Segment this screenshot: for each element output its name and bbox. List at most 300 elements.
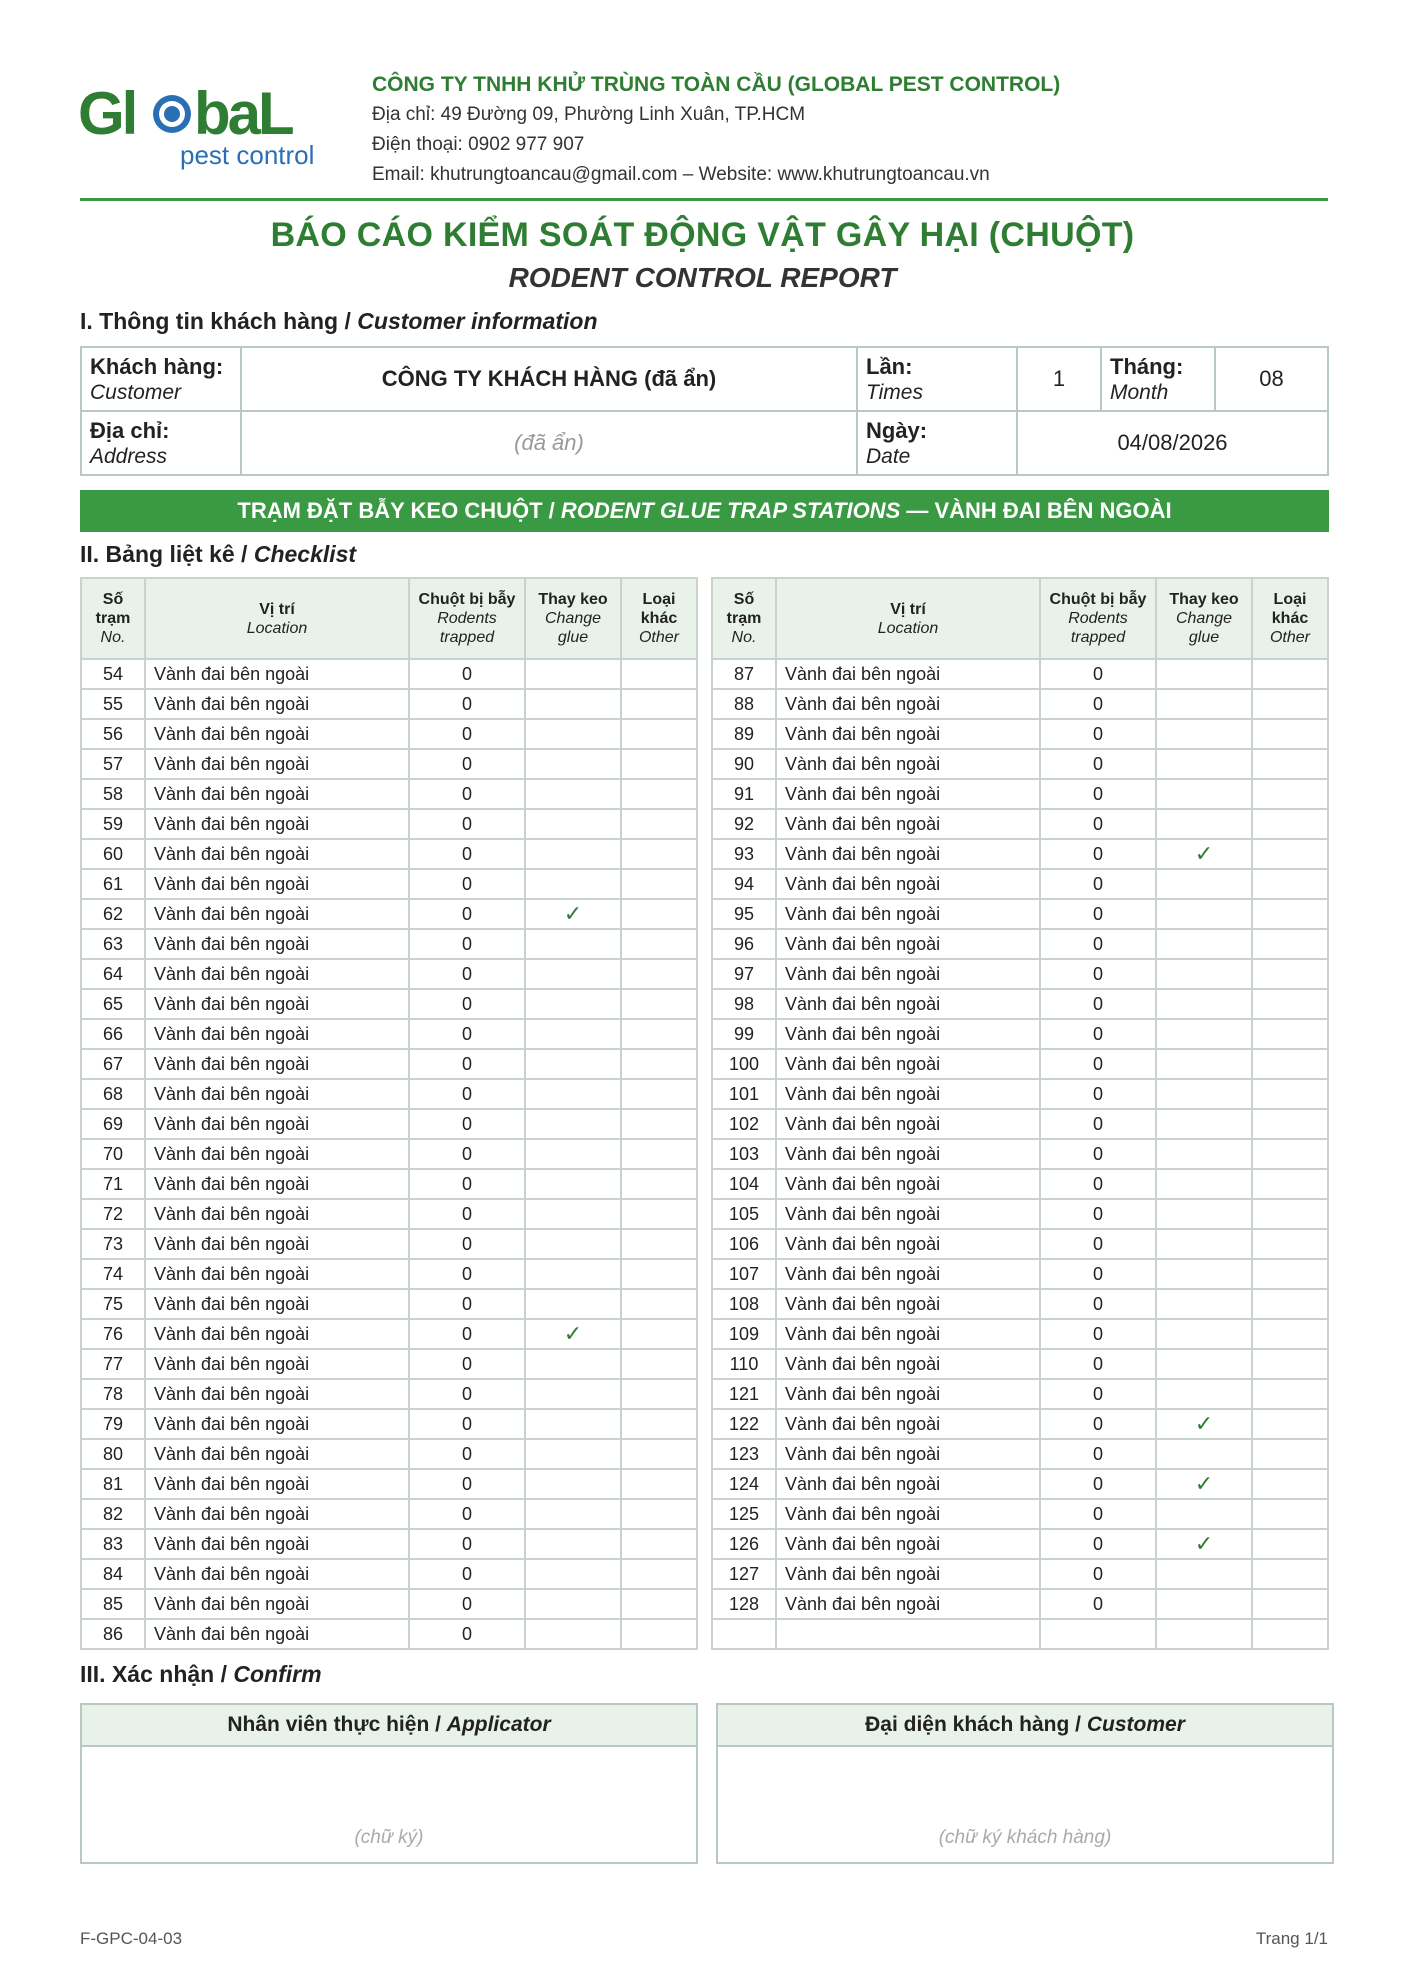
other-cell (1252, 689, 1328, 719)
change-glue-cell (525, 1379, 621, 1409)
customer-signature-box[interactable] (716, 1703, 1334, 1864)
other-cell (621, 779, 697, 809)
location-cell: Vành đai bên ngoài (776, 1199, 1040, 1229)
change-glue-cell (1156, 989, 1252, 1019)
other-cell (1252, 989, 1328, 1019)
station-number-cell: 54 (81, 659, 145, 689)
checklist-table-right (711, 577, 1329, 1650)
station-number-cell: 103 (712, 1139, 776, 1169)
change-glue-cell (525, 1469, 621, 1499)
change-glue-cell (1156, 1319, 1252, 1349)
location-cell: Vành đai bên ngoài (776, 1529, 1040, 1559)
station-number-cell: 64 (81, 959, 145, 989)
change-glue-cell (525, 1409, 621, 1439)
rodents-trapped-cell: 0 (409, 689, 525, 719)
location-cell: Vành đai bên ngoài (776, 1019, 1040, 1049)
report-subtitle: RODENT CONTROL REPORT (508, 262, 897, 293)
other-cell (1252, 1259, 1328, 1289)
other-cell (1252, 1199, 1328, 1229)
rodents-trapped-cell: 0 (409, 899, 525, 929)
company-email-website: Email: khutrungtoancau@gmail.com – Website: www.khutrungtoancau.vn (372, 164, 990, 185)
customer-info-table (80, 346, 1329, 476)
table-row (712, 1109, 1328, 1139)
other-cell (621, 839, 697, 869)
table-row (712, 899, 1328, 929)
other-cell (621, 1139, 697, 1169)
table-row (81, 1289, 697, 1319)
change-glue-cell (1156, 1169, 1252, 1199)
location-cell: Vành đai bên ngoài (776, 1499, 1040, 1529)
other-cell (621, 1619, 697, 1649)
change-glue-cell (525, 1139, 621, 1169)
location-cell: Vành đai bên ngoài (145, 1439, 409, 1469)
location-cell: Vành đai bên ngoài (145, 1049, 409, 1079)
col-location: Vị trí Location (776, 578, 1040, 659)
location-cell: Vành đai bên ngoài (145, 779, 409, 809)
station-number-cell: 104 (712, 1169, 776, 1199)
change-glue-cell (1156, 1109, 1252, 1139)
location-cell: Vành đai bên ngoài (145, 869, 409, 899)
company-phone: Điện thoại: 0902 977 907 (372, 134, 585, 155)
table-row (712, 779, 1328, 809)
other-cell (1252, 1619, 1328, 1649)
station-number-cell: 55 (81, 689, 145, 719)
station-number-cell: 81 (81, 1469, 145, 1499)
address-label: Địa chỉ: Address (81, 411, 241, 475)
station-number-cell: 108 (712, 1289, 776, 1319)
location-cell: Vành đai bên ngoài (145, 1229, 409, 1259)
applicator-heading: Nhân viên thực hiện / Applicator (82, 1705, 696, 1747)
other-cell (1252, 1349, 1328, 1379)
station-number-cell: 67 (81, 1049, 145, 1079)
location-cell: Vành đai bên ngoài (776, 1349, 1040, 1379)
station-number-cell: 100 (712, 1049, 776, 1079)
change-glue-cell (525, 1259, 621, 1289)
change-glue-cell (525, 839, 621, 869)
other-cell (1252, 1049, 1328, 1079)
table-row (712, 1559, 1328, 1589)
rodents-trapped-cell: 0 (1040, 1199, 1156, 1229)
other-cell (621, 1469, 697, 1499)
station-number-cell: 126 (712, 1529, 776, 1559)
table-row (81, 779, 697, 809)
rodents-trapped-cell: 0 (1040, 839, 1156, 869)
location-cell: Vành đai bên ngoài (776, 779, 1040, 809)
other-cell (621, 659, 697, 689)
change-glue-cell (525, 1529, 621, 1559)
change-glue-cell (1156, 1229, 1252, 1259)
table-row (712, 659, 1328, 689)
rodents-trapped-cell: 0 (1040, 1079, 1156, 1109)
station-number-cell: 66 (81, 1019, 145, 1049)
station-number-cell: 75 (81, 1289, 145, 1319)
change-glue-cell (1156, 1439, 1252, 1469)
other-cell (1252, 1139, 1328, 1169)
other-cell (1252, 839, 1328, 869)
location-cell: Vành đai bên ngoài (776, 1439, 1040, 1469)
location-cell: Vành đai bên ngoài (145, 659, 409, 689)
location-cell (776, 1619, 1040, 1649)
other-cell (621, 809, 697, 839)
other-cell (621, 929, 697, 959)
table-row (712, 989, 1328, 1019)
location-cell: Vành đai bên ngoài (776, 1109, 1040, 1139)
col-station-no: Số trạm No. (712, 578, 776, 659)
station-number-cell: 73 (81, 1229, 145, 1259)
change-glue-cell (525, 689, 621, 719)
change-glue-cell (525, 719, 621, 749)
table-row (712, 1409, 1328, 1439)
other-cell (621, 1199, 697, 1229)
trap-stations-banner: TRẠM ĐẶT BẪY KEO CHUỘT / RODENT GLUE TRAP STATIONS — VÀNH ĐAI BÊN NGOÀI (80, 490, 1329, 532)
rodents-trapped-cell: 0 (1040, 719, 1156, 749)
location-cell: Vành đai bên ngoài (145, 1409, 409, 1439)
location-cell: Vành đai bên ngoài (776, 809, 1040, 839)
table-row (712, 959, 1328, 989)
station-number-cell: 78 (81, 1379, 145, 1409)
change-glue-cell (525, 1289, 621, 1319)
change-glue-cell (525, 929, 621, 959)
rodents-trapped-cell: 0 (1040, 1019, 1156, 1049)
location-cell: Vành đai bên ngoài (145, 899, 409, 929)
other-cell (621, 1439, 697, 1469)
change-glue-cell (1156, 1259, 1252, 1289)
rodents-trapped-cell: 0 (409, 1319, 525, 1349)
other-cell (1252, 659, 1328, 689)
location-cell: Vành đai bên ngoài (145, 1589, 409, 1619)
change-glue-cell (1156, 809, 1252, 839)
date-label: Ngày: Date (857, 411, 1017, 475)
location-cell: Vành đai bên ngoài (776, 839, 1040, 869)
other-cell (1252, 959, 1328, 989)
other-cell (1252, 899, 1328, 929)
rodents-trapped-cell: 0 (409, 1079, 525, 1109)
station-number-cell: 58 (81, 779, 145, 809)
header-divider (80, 198, 1328, 201)
company-logo (78, 82, 350, 174)
rodents-trapped-cell: 0 (409, 809, 525, 839)
station-number-cell: 106 (712, 1229, 776, 1259)
other-cell (1252, 869, 1328, 899)
station-number-cell: 125 (712, 1499, 776, 1529)
rodents-trapped-cell: 0 (1040, 809, 1156, 839)
station-number-cell: 110 (712, 1349, 776, 1379)
change-glue-cell (1156, 929, 1252, 959)
change-glue-cell: ✓ (1156, 1469, 1252, 1499)
location-cell: Vành đai bên ngoài (776, 869, 1040, 899)
table-row (81, 1379, 697, 1409)
location-cell: Vành đai bên ngoài (145, 929, 409, 959)
times-label: Lần: Times (857, 347, 1017, 411)
location-cell: Vành đai bên ngoài (776, 1079, 1040, 1109)
other-cell (621, 1259, 697, 1289)
station-number-cell: 128 (712, 1589, 776, 1619)
location-cell: Vành đai bên ngoài (145, 1259, 409, 1289)
rodents-trapped-cell: 0 (409, 1409, 525, 1439)
company-name: CÔNG TY TNHH KHỬ TRÙNG TOÀN CẦU (GLOBAL PEST CONTROL) (372, 73, 1061, 96)
rodents-trapped-cell: 0 (409, 1469, 525, 1499)
other-cell (621, 869, 697, 899)
other-cell (1252, 1559, 1328, 1589)
location-cell: Vành đai bên ngoài (145, 1349, 409, 1379)
other-cell (621, 1109, 697, 1139)
station-number-cell: 124 (712, 1469, 776, 1499)
location-cell: Vành đai bên ngoài (145, 719, 409, 749)
other-cell (621, 1559, 697, 1589)
rodents-trapped-cell: 0 (409, 719, 525, 749)
other-cell (1252, 1409, 1328, 1439)
other-cell (1252, 1499, 1328, 1529)
rodents-trapped-cell: 0 (409, 1499, 525, 1529)
rodents-trapped-cell: 0 (1040, 899, 1156, 929)
station-number-cell: 57 (81, 749, 145, 779)
other-cell (1252, 1169, 1328, 1199)
location-cell: Vành đai bên ngoài (145, 689, 409, 719)
table-row (712, 1289, 1328, 1319)
svg-text:Gl: Gl (78, 82, 136, 147)
rodents-trapped-cell: 0 (1040, 1319, 1156, 1349)
rodents-trapped-cell: 0 (409, 869, 525, 899)
other-cell (621, 899, 697, 929)
location-cell: Vành đai bên ngoài (776, 719, 1040, 749)
rodents-trapped-cell: 0 (1040, 689, 1156, 719)
svg-text:baL: baL (194, 82, 292, 147)
rodents-trapped-cell: 0 (1040, 1139, 1156, 1169)
table-row (81, 959, 697, 989)
rodents-trapped-cell: 0 (409, 1259, 525, 1289)
station-number-cell: 59 (81, 809, 145, 839)
rodents-trapped-cell: 0 (409, 1049, 525, 1079)
table-row (81, 1199, 697, 1229)
location-cell: Vành đai bên ngoài (145, 959, 409, 989)
other-cell (621, 1229, 697, 1259)
table-row (81, 1499, 697, 1529)
location-cell: Vành đai bên ngoài (145, 1079, 409, 1109)
rodents-trapped-cell: 0 (409, 1439, 525, 1469)
table-row (81, 1409, 697, 1439)
other-cell (1252, 1289, 1328, 1319)
station-number-cell: 56 (81, 719, 145, 749)
change-glue-cell (1156, 1499, 1252, 1529)
table-row (81, 1349, 697, 1379)
change-glue-cell (525, 989, 621, 1019)
location-cell: Vành đai bên ngoài (776, 1049, 1040, 1079)
customer-name-value: CÔNG TY KHÁCH HÀNG (đã ẩn) (241, 347, 857, 411)
change-glue-cell (525, 1439, 621, 1469)
col-rodents-trapped: Chuột bị bẫy Rodents trapped (409, 578, 525, 659)
station-number-cell: 82 (81, 1499, 145, 1529)
change-glue-cell (1156, 1379, 1252, 1409)
rodents-trapped-cell: 0 (1040, 989, 1156, 1019)
location-cell: Vành đai bên ngoài (145, 1199, 409, 1229)
station-number-cell: 85 (81, 1589, 145, 1619)
table-row (81, 1619, 697, 1649)
rodents-trapped-cell: 0 (1040, 1259, 1156, 1289)
change-glue-cell (1156, 1049, 1252, 1079)
other-cell (621, 719, 697, 749)
other-cell (621, 1289, 697, 1319)
table-row (81, 689, 697, 719)
change-glue-cell (1156, 689, 1252, 719)
rodents-trapped-cell: 0 (1040, 1559, 1156, 1589)
other-cell (621, 959, 697, 989)
other-cell (621, 749, 697, 779)
other-cell (1252, 779, 1328, 809)
table-row (81, 1559, 697, 1589)
table-row (712, 1079, 1328, 1109)
table-row (712, 1439, 1328, 1469)
change-glue-cell (1156, 899, 1252, 929)
change-glue-cell: ✓ (525, 899, 621, 929)
table-row (712, 809, 1328, 839)
table-row (81, 929, 697, 959)
station-number-cell: 105 (712, 1199, 776, 1229)
other-cell (1252, 1109, 1328, 1139)
rodents-trapped-cell: 0 (1040, 1439, 1156, 1469)
change-glue-cell (525, 1229, 621, 1259)
location-cell: Vành đai bên ngoài (145, 1319, 409, 1349)
change-glue-cell (1156, 659, 1252, 689)
other-cell (1252, 1319, 1328, 1349)
rodents-trapped-cell: 0 (1040, 959, 1156, 989)
change-glue-cell (1156, 749, 1252, 779)
station-number-cell: 107 (712, 1259, 776, 1289)
other-cell (621, 1529, 697, 1559)
other-cell (1252, 1469, 1328, 1499)
other-cell (1252, 809, 1328, 839)
location-cell: Vành đai bên ngoài (776, 929, 1040, 959)
rodents-trapped-cell: 0 (1040, 1529, 1156, 1559)
other-cell (1252, 929, 1328, 959)
location-cell: Vành đai bên ngoài (776, 1229, 1040, 1259)
table-row (712, 1499, 1328, 1529)
table-row (81, 1259, 697, 1289)
table-row (712, 839, 1328, 869)
other-cell (621, 1589, 697, 1619)
col-station-no: Số trạm No. (81, 578, 145, 659)
rodents-trapped-cell: 0 (409, 929, 525, 959)
rodents-trapped-cell: 0 (409, 959, 525, 989)
change-glue-cell (525, 1049, 621, 1079)
change-glue-cell (1156, 1349, 1252, 1379)
table-row (81, 1469, 697, 1499)
location-cell: Vành đai bên ngoài (145, 809, 409, 839)
station-number-cell: 62 (81, 899, 145, 929)
table-row (712, 1379, 1328, 1409)
col-change-glue: Thay keo Change glue (1156, 578, 1252, 659)
col-change-glue: Thay keo Change glue (525, 578, 621, 659)
table-row (81, 1109, 697, 1139)
change-glue-cell (525, 959, 621, 989)
station-number-cell: 83 (81, 1529, 145, 1559)
station-number-cell: 61 (81, 869, 145, 899)
change-glue-cell (525, 1559, 621, 1589)
station-number-cell: 109 (712, 1319, 776, 1349)
col-rodents-trapped: Chuột bị bẫy Rodents trapped (1040, 578, 1156, 659)
station-number-cell: 92 (712, 809, 776, 839)
change-glue-cell (1156, 1139, 1252, 1169)
station-number-cell: 86 (81, 1619, 145, 1649)
section-customer-info: I. Thông tin khách hàng / Customer information (80, 308, 598, 334)
change-glue-cell (525, 779, 621, 809)
station-number-cell: 76 (81, 1319, 145, 1349)
col-other: Loại khác Other (1252, 578, 1328, 659)
applicator-signature-box[interactable] (80, 1703, 698, 1864)
change-glue-cell (525, 869, 621, 899)
table-row (712, 1229, 1328, 1259)
month-value: 08 (1215, 347, 1328, 411)
location-cell: Vành đai bên ngoài (776, 1289, 1040, 1319)
other-cell (621, 989, 697, 1019)
station-number-cell: 79 (81, 1409, 145, 1439)
other-cell (1252, 1019, 1328, 1049)
station-number-cell: 84 (81, 1559, 145, 1589)
change-glue-cell (1156, 719, 1252, 749)
change-glue-cell (1156, 869, 1252, 899)
other-cell (1252, 1439, 1328, 1469)
table-row (712, 1019, 1328, 1049)
customer-heading: Đại diện khách hàng / Customer (718, 1705, 1332, 1747)
section-confirm: III. Xác nhận / Confirm (80, 1661, 322, 1687)
form-code: F-GPC-04-03 (80, 1929, 183, 1948)
rodents-trapped-cell: 0 (1040, 659, 1156, 689)
station-number-cell: 71 (81, 1169, 145, 1199)
station-number-cell: 102 (712, 1109, 776, 1139)
location-cell: Vành đai bên ngoài (145, 1109, 409, 1139)
station-number-cell (712, 1619, 776, 1649)
rodents-trapped-cell: 0 (1040, 1379, 1156, 1409)
table-row (81, 899, 697, 929)
table-row (712, 719, 1328, 749)
table-row (81, 989, 697, 1019)
other-cell (1252, 749, 1328, 779)
station-number-cell: 122 (712, 1409, 776, 1439)
rodents-trapped-cell: 0 (409, 659, 525, 689)
table-row (712, 869, 1328, 899)
rodents-trapped-cell: 0 (409, 1229, 525, 1259)
location-cell: Vành đai bên ngoài (145, 1469, 409, 1499)
station-number-cell: 72 (81, 1199, 145, 1229)
change-glue-cell (525, 659, 621, 689)
station-number-cell: 90 (712, 749, 776, 779)
location-cell: Vành đai bên ngoài (145, 749, 409, 779)
rodents-trapped-cell: 0 (1040, 749, 1156, 779)
other-cell (1252, 1589, 1328, 1619)
table-row (712, 1469, 1328, 1499)
table-row (712, 1349, 1328, 1379)
station-number-cell: 70 (81, 1139, 145, 1169)
location-cell: Vành đai bên ngoài (776, 1409, 1040, 1439)
location-cell: Vành đai bên ngoài (776, 1379, 1040, 1409)
other-cell (621, 1169, 697, 1199)
table-row (712, 1169, 1328, 1199)
other-cell (1252, 1229, 1328, 1259)
location-cell: Vành đai bên ngoài (776, 1559, 1040, 1589)
table-row (712, 1619, 1328, 1649)
rodents-trapped-cell: 0 (1040, 1169, 1156, 1199)
station-number-cell: 65 (81, 989, 145, 1019)
change-glue-cell (525, 1079, 621, 1109)
location-cell: Vành đai bên ngoài (145, 989, 409, 1019)
station-number-cell: 74 (81, 1259, 145, 1289)
other-cell (1252, 1379, 1328, 1409)
company-address: Địa chỉ: 49 Đường 09, Phường Linh Xuân, TP.HCM (372, 104, 806, 125)
other-cell (1252, 719, 1328, 749)
other-cell (1252, 1529, 1328, 1559)
table-row (81, 1019, 697, 1049)
rodents-trapped-cell: 0 (409, 1169, 525, 1199)
other-cell (621, 1049, 697, 1079)
